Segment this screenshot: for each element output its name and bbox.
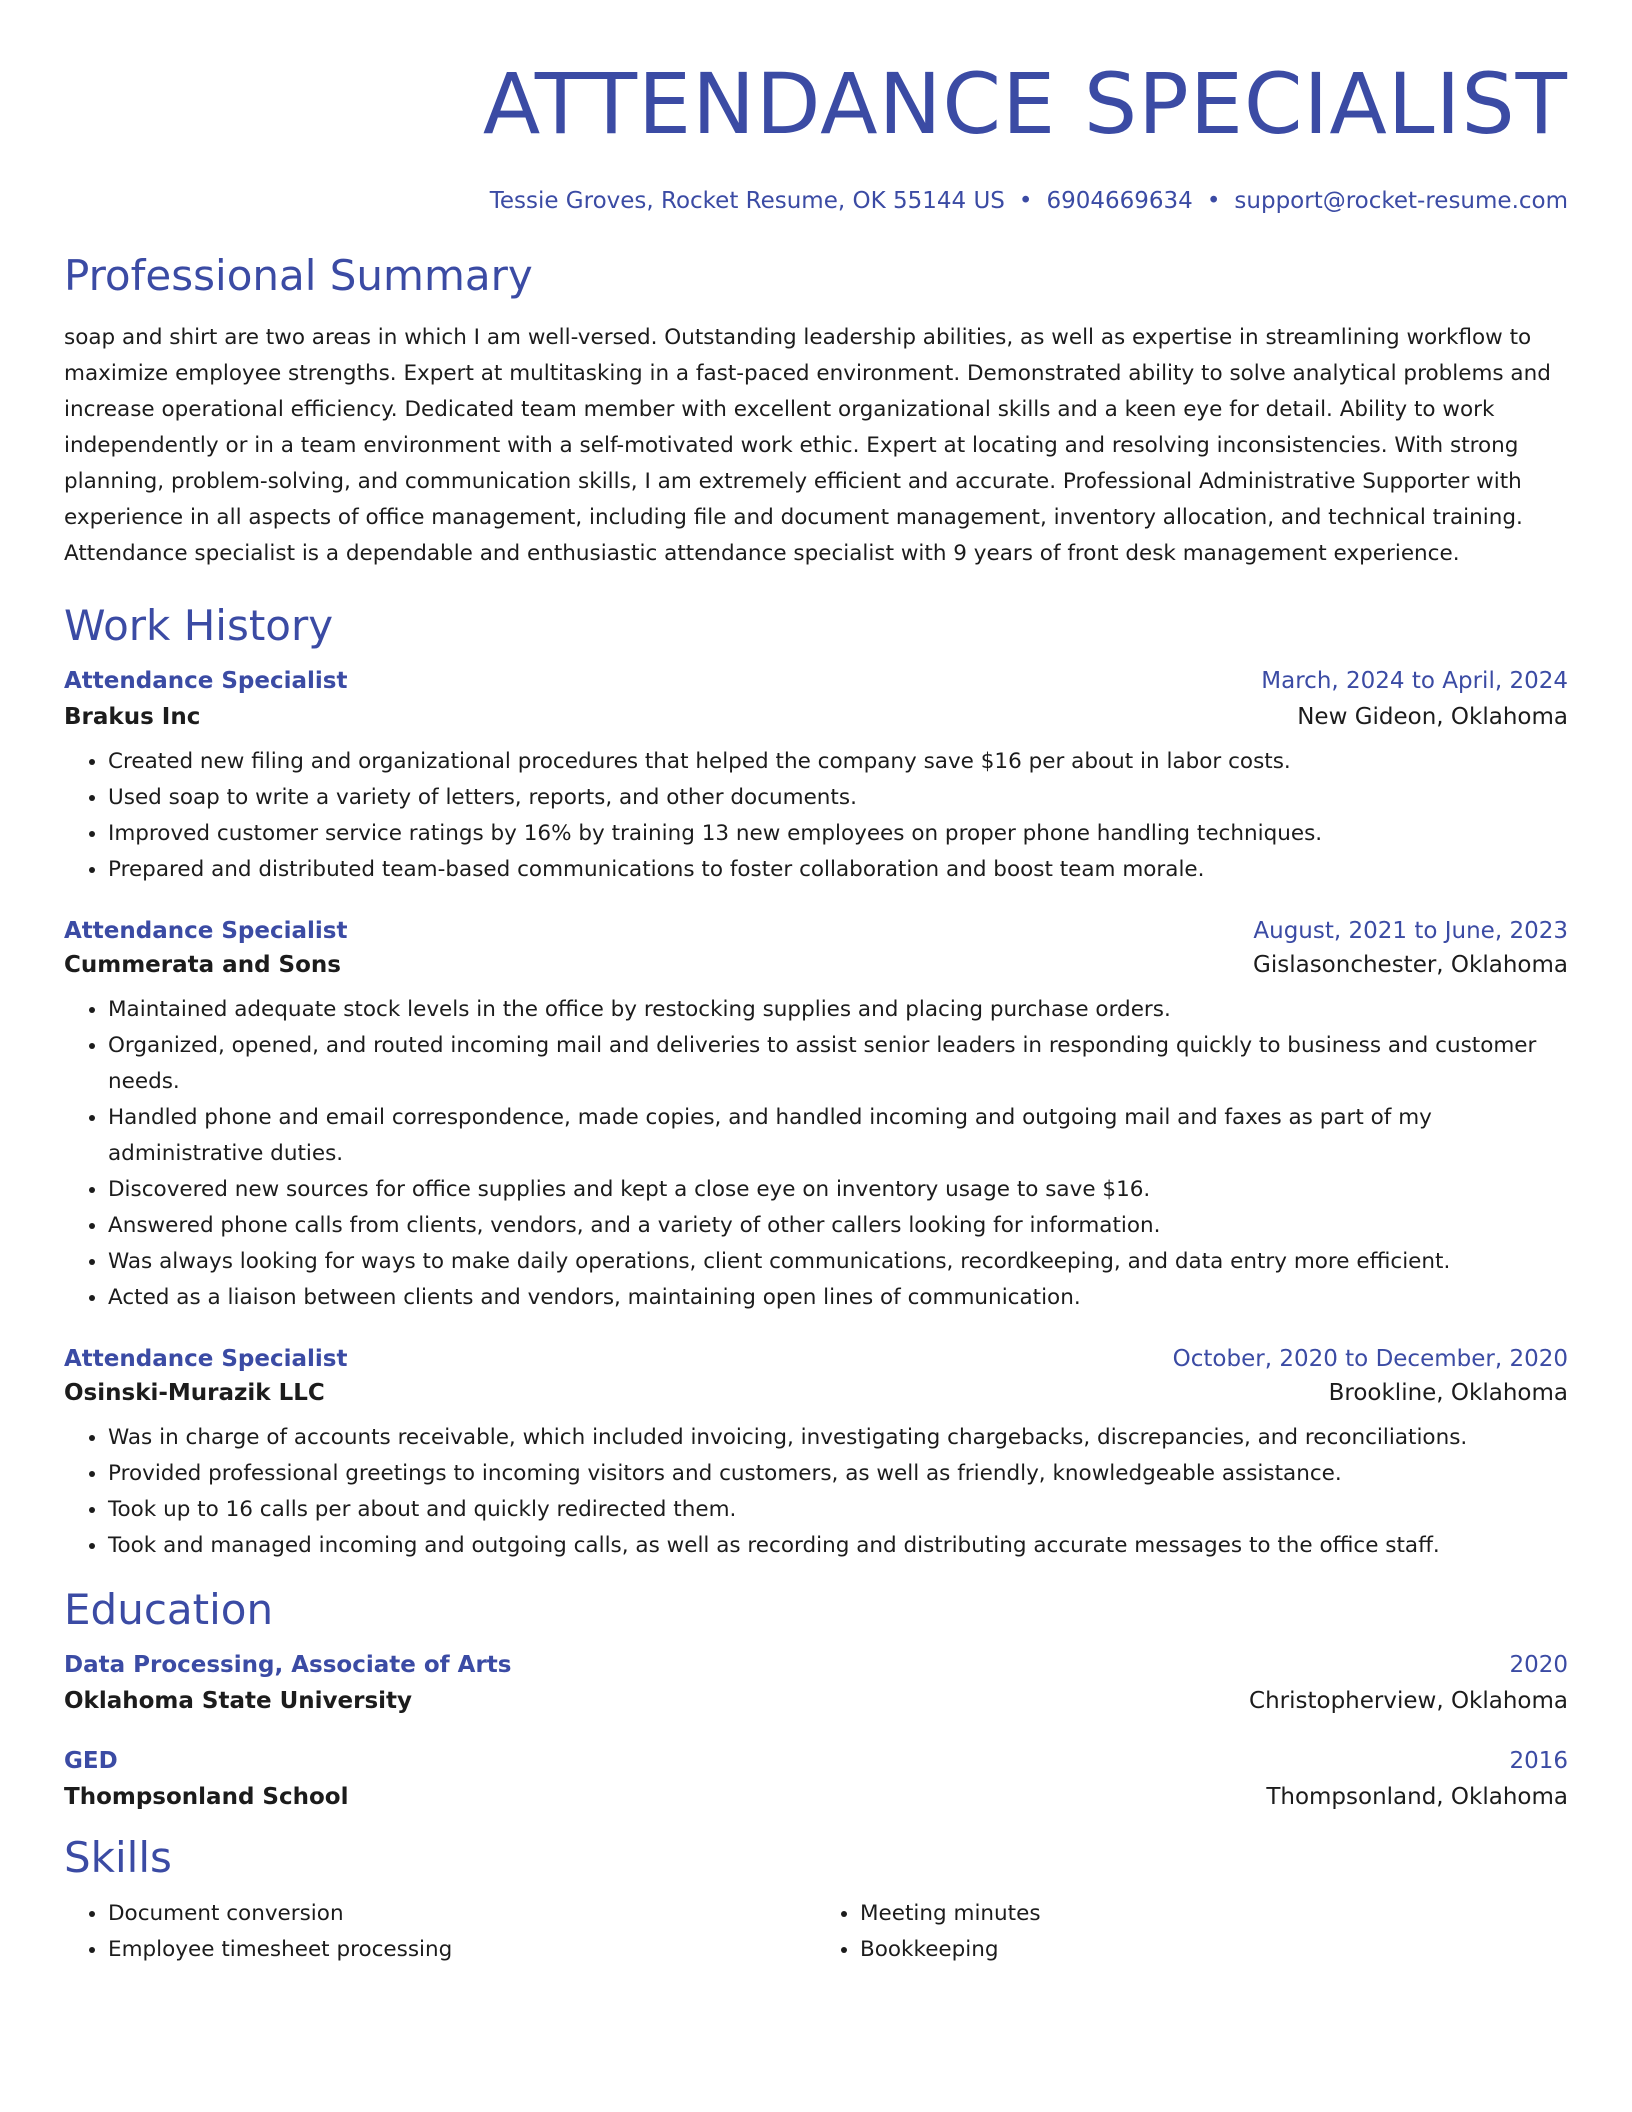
job-location: New Gideon, Oklahoma	[1297, 704, 1568, 730]
list-item: • Took and managed incoming and outgoing calls, as well as recording and distributing accurate messages to the office staff.	[108, 1528, 1568, 1564]
skills-list-right	[816, 1896, 1568, 1968]
separator-dot: •	[1018, 188, 1033, 214]
job-entry	[64, 1346, 1568, 1564]
job-company: Brakus Inc	[64, 704, 201, 730]
job-title: Attendance Specialist	[64, 1346, 348, 1372]
job-company: Osinski-Murazik LLC	[64, 1380, 325, 1406]
list-item: • Answered phone calls from clients, vendors, and a variety of other callers looking for information.	[108, 1208, 1568, 1244]
job-company-row	[64, 704, 1568, 730]
job-bullets	[64, 1420, 1568, 1564]
job-company-row	[64, 952, 1568, 978]
list-item: • Took up to 16 calls per about and quickly redirected them.	[108, 1492, 1568, 1528]
skills-heading: Skills	[64, 1833, 172, 1882]
work-history-section	[64, 600, 1568, 1564]
job-title: Attendance Specialist	[64, 668, 348, 694]
job-dates: August, 2021 to June, 2023	[1253, 918, 1568, 944]
school-location: Thompsonland, Oklahoma	[1266, 1784, 1568, 1810]
graduation-year: 2016	[1509, 1748, 1568, 1774]
graduation-year: 2020	[1509, 1652, 1568, 1678]
list-item: • Meeting minutes	[860, 1896, 1568, 1932]
education-heading: Education	[64, 1585, 274, 1634]
job-header-row	[64, 1346, 1568, 1372]
job-dates: March, 2024 to April, 2024	[1261, 668, 1568, 694]
job-location: Brookline, Oklahoma	[1328, 1380, 1568, 1406]
job-title: Attendance Specialist	[64, 918, 348, 944]
summary-section	[64, 250, 1568, 572]
education-school-row	[64, 1688, 1568, 1714]
list-item: • Document conversion	[108, 1896, 816, 1932]
job-location: Gislasonchester, Oklahoma	[1253, 952, 1568, 978]
summary-text: soap and shirt are two areas in which I am well-versed. Outstanding leadership abilities, as well as expertise in streamlining workflow to maximize employee strengths. Expert at multitasking in a fast-paced environment. Demonstrated ability to solve analytical problems and increase operational efficiency. Dedicated team member with excellent organizational skills and a keen eye for detail. Ability to work independently or in a team environment with a self-motivated work ethic. Expert at locating and resolving inconsistencies. With strong planning, problem-solving, and communication skills, I am extremely efficient and accurate. Professional Administrative Supporter with experience in all aspects of office management, including file and document management, inventory allocation, and technical training. Attendance specialist is a dependable and enthusiastic attendance specialist with 9 years of front desk management experience.	[64, 325, 1551, 566]
skills-list-left	[64, 1896, 816, 1968]
skills-section	[64, 1832, 1568, 1968]
degree: GED	[64, 1748, 118, 1774]
education-header-row	[64, 1652, 1568, 1678]
job-header-row	[64, 668, 1568, 694]
job-entry	[64, 918, 1568, 1316]
list-item: • Acted as a liaison between clients and vendors, maintaining open lines of communication.	[108, 1280, 1568, 1316]
list-item: • Improved customer service ratings by 16% by training 13 new employees on proper phone handling techniques.	[108, 816, 1568, 852]
education-school-row	[64, 1784, 1568, 1810]
education-header-row	[64, 1748, 1568, 1774]
school-name: Oklahoma State University	[64, 1688, 413, 1714]
list-item: • Created new filing and organizational procedures that helped the company save $16 per about in labor costs.	[108, 744, 1568, 780]
summary-heading: Professional Summary	[64, 251, 533, 300]
contact-email: support@rocket-resume.com	[1234, 188, 1568, 214]
list-item: • Used soap to write a variety of letters, reports, and other documents.	[108, 780, 1568, 816]
education-entry	[64, 1748, 1568, 1810]
list-item: • Employee timesheet processing	[108, 1932, 816, 1968]
job-bullets	[64, 744, 1568, 888]
skills-columns	[64, 1896, 1568, 1968]
list-item: • Discovered new sources for office supplies and kept a close eye on inventory usage to save $16.	[108, 1172, 1568, 1208]
list-item: • Was always looking for ways to make daily operations, client communications, recordkeeping, and data entry more efficient.	[108, 1244, 1568, 1280]
job-company: Cummerata and Sons	[64, 952, 341, 978]
list-item: • Prepared and distributed team-based communications to foster collaboration and boost team morale.	[108, 852, 1568, 888]
job-bullets	[64, 992, 1568, 1316]
list-item: • Handled phone and email correspondence, made copies, and handled incoming and outgoing mail and faxes as part of my administrative duties.	[108, 1100, 1568, 1172]
list-item: • Provided professional greetings to incoming visitors and customers, as well as friendly, knowledgeable assistance.	[108, 1456, 1568, 1492]
contact-phone: 6904669634	[1046, 188, 1193, 214]
resume-title: ATTENDANCE SPECIALIST	[482, 55, 1568, 153]
degree: Data Processing, Associate of Arts	[64, 1652, 512, 1678]
school-name: Thompsonland School	[64, 1784, 349, 1810]
contact-line	[64, 186, 1568, 216]
list-item: • Maintained adequate stock levels in the office by restocking supplies and placing purchase orders.	[108, 992, 1568, 1028]
job-dates: October, 2020 to December, 2020	[1172, 1346, 1568, 1372]
separator-dot: •	[1206, 188, 1221, 214]
job-entry	[64, 668, 1568, 888]
list-item: • Was in charge of accounts receivable, which included invoicing, investigating chargebacks, discrepancies, and reconciliations.	[108, 1420, 1568, 1456]
contact-address: Tessie Groves, Rocket Resume, OK 55144 US	[489, 188, 1005, 214]
job-company-row	[64, 1380, 1568, 1406]
education-entry	[64, 1652, 1568, 1714]
job-header-row	[64, 918, 1568, 944]
list-item: • Organized, opened, and routed incoming mail and deliveries to assist senior leaders in responding quickly to business and customer needs.	[108, 1028, 1568, 1100]
work-history-heading: Work History	[64, 601, 334, 650]
education-section	[64, 1584, 1568, 1810]
school-location: Christopherview, Oklahoma	[1249, 1688, 1568, 1714]
list-item: • Bookkeeping	[860, 1932, 1568, 1968]
